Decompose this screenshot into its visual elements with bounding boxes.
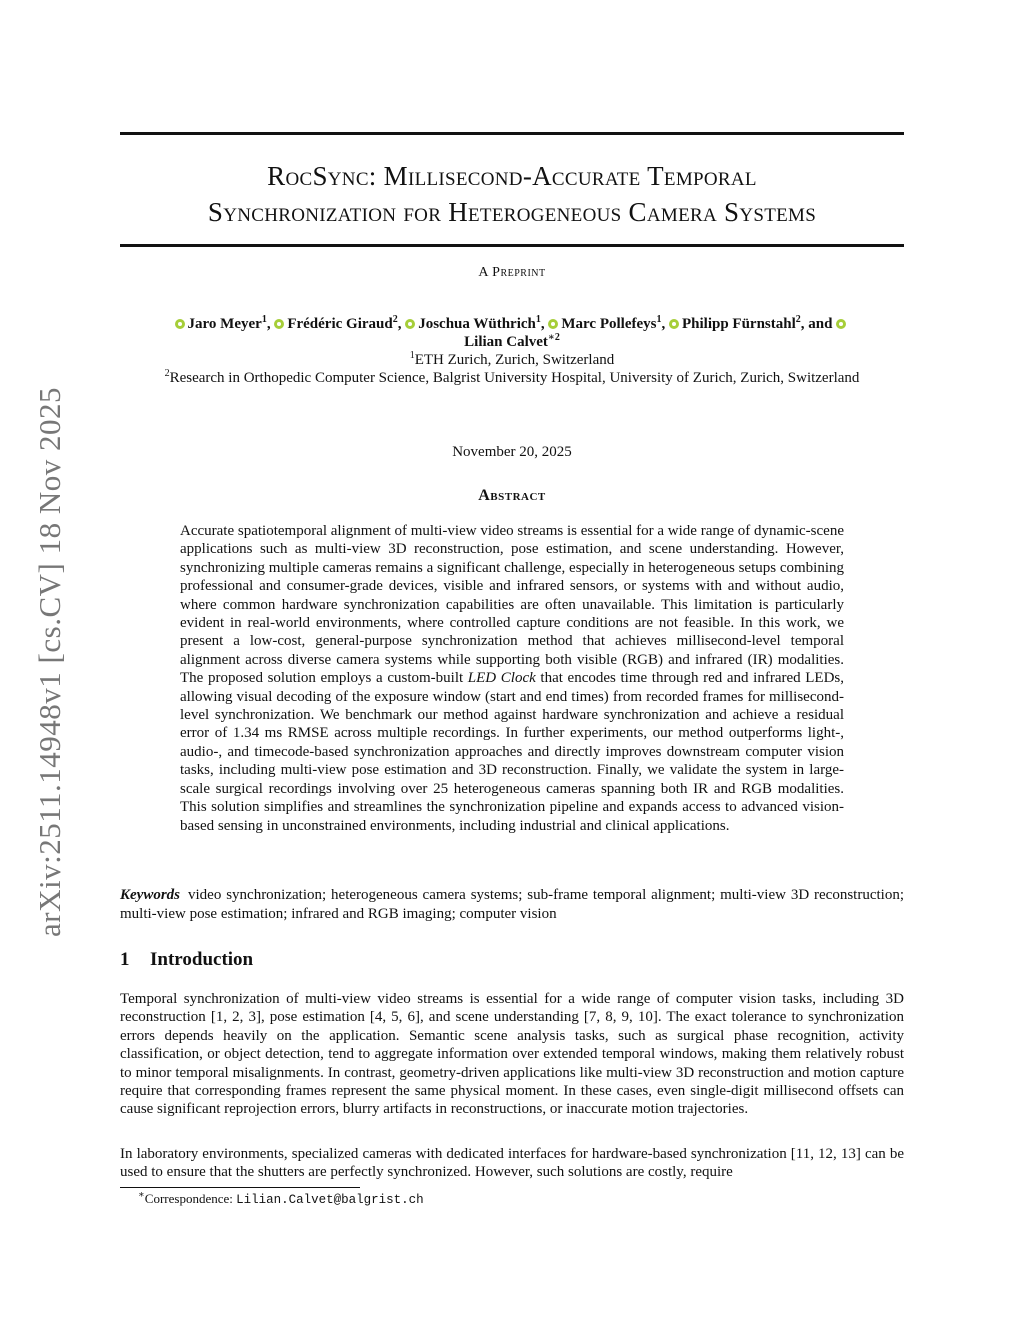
title-line-2: Synchronization for Heterogeneous Camera Systems [207,197,817,227]
keywords-label: Keywords [120,887,180,903]
led-clock-emphasis: LED Clock [467,670,536,687]
intro-paragraph-2: In laboratory environments, specialized cameras with dedicated interfaces for hardware-based synchronization [11, 12, 13] can be used to ensure that the shutters are perfectly synchronized. However, such solutions are costly, require [120,1146,904,1181]
authors-conjunction: and [808,316,833,332]
affiliation-1: $^1$ETH Zurich, Zurich, Switzerland [409,350,615,368]
affiliation-2: $^2$Research in Orthopedic Computer Science, Balgrist University Hospital, University of Zurich, Zurich, Switzerland [164,368,860,386]
author-1: Jaro Meyer$^1$ [175,316,267,332]
author-6: Lilian Calvet$^{∗2}$ [464,332,560,350]
footnote-rule [120,1187,360,1188]
publication-date: November 20, 2025 [452,444,572,460]
preprint-label: A Preprint [478,265,546,280]
orcid-icon[interactable] [669,319,679,329]
orcid-icon[interactable] [175,319,185,329]
paper-title [120,158,904,230]
abstract-heading: Abstract [478,487,546,504]
abstract-body: Accurate spatiotemporal alignment of multi-view video streams is essential for a wide range of dynamic-scene applications such as multi-view 3D reconstruction, pose estimation, and scene understanding. However, synchronizing multiple cameras remains a significant challenge, especially in heterogeneous setups combining professional and consumer-grade devices, visible and infrared sensors, or systems with and without audio, where common hardware synchronization capabilities are often unavailable. This limitation is particularly evident in real-world environments, where controlled capture conditions are not feasible. In this work, we present a low-cost, general-purpose synchronization method that achieves millisecond-level temporal alignment across diverse camera systems while supporting both visible (RGB) and infrared (IR) modalities. The proposed solution employs a custom-built LED Clock that encodes time through red and infrared LEDs, allowing visual decoding of the exposure window (start and end times) from recorded frames for millisecond-level synchronization. We benchmark our method against hardware synchronization and achieve a residual error of 1.34 ms RMSE across multiple recordings. In further experiments, our method outperforms light-, audio-, and timecode-based synchronization approaches and directly improves downstream computer vision tasks, including multi-view pose estimation and 3D reconstruction. Finally, we validate the system in large-scale surgical recordings involving over 25 heterogeneous cameras spanning both IR and RGB modalities. This solution simplifies and streamlines the synchronization pipeline and expands access to advanced vision-based sensing in unconstrained environments, including industrial and clinical applications. [180,523,845,834]
orcid-icon[interactable] [548,319,558,329]
orcid-icon[interactable] [405,319,415,329]
footnote: ∗Correspondence: Lilian.Calvet@balgrist.ch [138,1189,424,1207]
correspondence-email[interactable]: Lilian.Calvet@balgrist.ch [236,1193,424,1207]
title-line-1: RocSync: Millisecond-Accurate Temporal [267,161,757,191]
section-title: Introduction [150,949,254,970]
orcid-icon[interactable] [274,319,284,329]
title-top-rule [120,132,904,135]
author-5: Philipp Fürnstahl$^2$ [669,316,801,332]
arxiv-identifier: arXiv:2511.14948v1 [cs.CV] 18 Nov 2025 [32,387,67,937]
keywords-text: video synchronization; heterogeneous camera systems; sub-frame temporal alignment; multi-view 3D reconstruction; multi-view pose estimation; infrared and RGB imaging; computer vision [120,887,904,922]
author-3: Joschua Wüthrich$^1$ [405,316,541,332]
section-heading-introduction [120,949,253,971]
keywords [120,886,904,923]
author-2: Frédéric Giraud$^2$ [274,316,397,332]
section-number: 1 [120,949,130,970]
author-list: Jaro Meyer$^1$, Frédéric Giraud$^2$, Joschua Wüthrich$^1$, Marc Pollefeys$^1$, Philipp Fürnstahl$^2$, and Lilian Calvet$^{∗2}$ [120,315,904,351]
title-bottom-rule [120,244,904,247]
author-4: Marc Pollefeys$^1$ [548,316,661,332]
orcid-icon[interactable] [836,319,846,329]
affiliations [120,351,904,387]
intro-paragraph-1: Temporal synchronization of multi-view video streams is essential for a wide range of computer vision tasks, including 3D reconstruction [1, 2, 3], pose estimation [4, 5, 6], and scene understanding [7, 8, 9, 10]. The exact tolerance to synchronization errors depends heavily on the application. Semantic scene analysis tasks, such as surgical phase recognition, activity classification, or object detection, tend to aggregate information over extended temporal windows, making them relatively robust to minor temporal misalignments. In contrast, geometry-driven applications like multi-view 3D reconstruction and motion capture require that corresponding frames represent the same physical moment. In these cases, even single-digit millisecond offsets can cause significant reprojection errors, blurry artifacts in reconstructions, or inaccurate motion trajectories. [120,991,904,1118]
